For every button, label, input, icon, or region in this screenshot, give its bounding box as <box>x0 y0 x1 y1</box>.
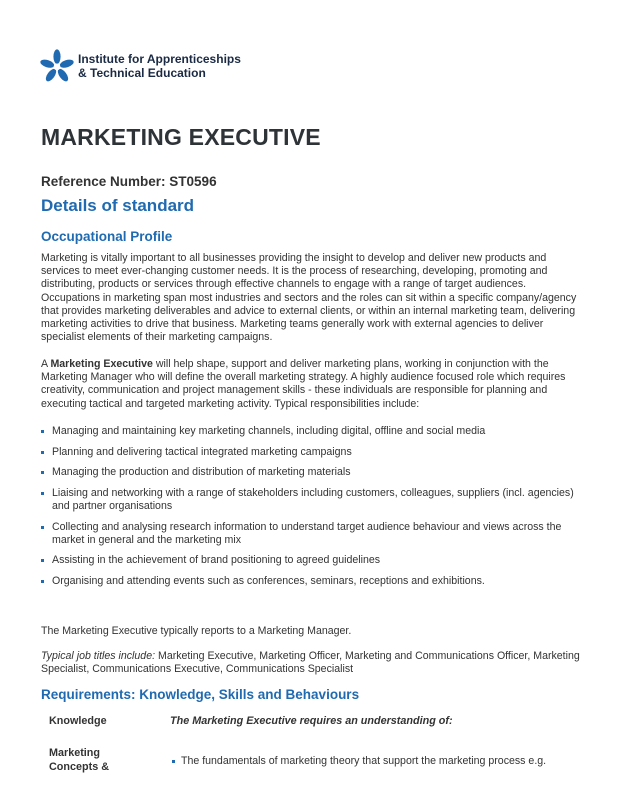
institute-logo <box>40 49 241 83</box>
list-item-text: Assisting in the achievement of brand positioning to agreed guidelines <box>52 554 381 567</box>
list-item <box>41 425 586 438</box>
star-logo-icon <box>40 49 74 83</box>
reference-number: Reference Number: ST0596 <box>41 174 217 189</box>
job-titles-label: Typical job titles include: <box>41 650 156 662</box>
table-row-item-text: The fundamentals of marketing theory that support the marketing process e.g. <box>181 755 547 767</box>
list-item <box>41 554 586 567</box>
page-title: MARKETING EXECUTIVE <box>41 124 321 150</box>
bullet-icon <box>41 430 44 433</box>
table-column-knowledge: Knowledge <box>49 715 107 727</box>
occupational-profile-heading: Occupational Profile <box>41 229 173 244</box>
list-item-text: Managing and maintaining key marketing channels, including digital, offline and social media <box>52 425 486 437</box>
table-row-item <box>170 755 546 767</box>
para2-bold-role: Marketing Executive <box>50 358 153 370</box>
logo-text <box>78 52 241 80</box>
list-item-text: Liaising and networking with a range of stakeholders including customers, colleagues, suppliers (incl. agencies) and partner organisations <box>52 486 574 512</box>
para2-rest: will help shape, support and deliver marketing plans, working in conjunction with the Marketing Manager who will define the overall marketing strategy. A highly audience focused role which requires creativity, communication and project management skills - these individuals are responsible for planning and executing tactical and targeted marketing activity. Typical responsibilities include: <box>41 358 566 410</box>
job-titles-text <box>41 650 586 676</box>
bullet-icon <box>172 760 175 763</box>
list-item <box>41 521 586 547</box>
requirements-heading: Requirements: Knowledge, Skills and Behaviours <box>41 687 360 702</box>
responsibilities-list <box>41 425 586 596</box>
list-item-text: Planning and delivering tactical integrated marketing campaigns <box>52 445 352 458</box>
bullet-icon <box>41 580 44 583</box>
list-item <box>41 575 586 588</box>
list-item <box>41 446 586 459</box>
bullet-icon <box>41 526 44 529</box>
list-item <box>41 466 586 479</box>
list-item <box>41 487 586 513</box>
list-item-text: Organising and attending events such as conferences, seminars, receptions and exhibitions. <box>52 574 485 587</box>
bullet-icon <box>41 471 44 474</box>
logo-line-1: Institute for Apprenticeships <box>78 52 241 66</box>
list-item-text: Managing the production and distribution of marketing materials <box>52 466 351 479</box>
reports-to-text: The Marketing Executive typically reports to a Marketing Manager. <box>41 625 352 637</box>
logo-line-2: & Technical Education <box>78 66 206 80</box>
bullet-icon <box>41 559 44 562</box>
section-title: Details of standard <box>41 196 195 215</box>
table-column-header: The Marketing Executive requires an understanding of: <box>170 715 453 727</box>
profile-paragraph-1: Marketing is vitally important to all businesses providing the insight to develop and deliver new products and services to meet ever-changing customer needs. It is the process of researching, developing, promoting and distributing, products or services through effective channels to engage with a range of target audiences. Occupations in marketing span most industries and sectors and the roles can sit within a specific company/agency that provides marketing deliverables and advice to external clients, or within an internal marketing team, delivering marketing activities to drive that business. Marketing teams generally work with external agencies to deliver specialist elements of their marketing campaigns. <box>41 252 577 344</box>
table-row-label: Marketing Concepts & <box>49 747 109 773</box>
bullet-icon <box>41 451 44 454</box>
profile-paragraph-2 <box>41 358 586 411</box>
bullet-icon <box>41 492 44 495</box>
para2-prefix: A <box>41 358 51 370</box>
job-titles-list: Marketing Executive, Marketing Officer, Marketing and Communications Officer, Marketing Specialist, Communications Executive, Communications Specialist <box>41 650 580 676</box>
list-item-text: Collecting and analysing research information to understand target audience behaviour and views across the market in general and the marketing mix <box>52 520 562 546</box>
